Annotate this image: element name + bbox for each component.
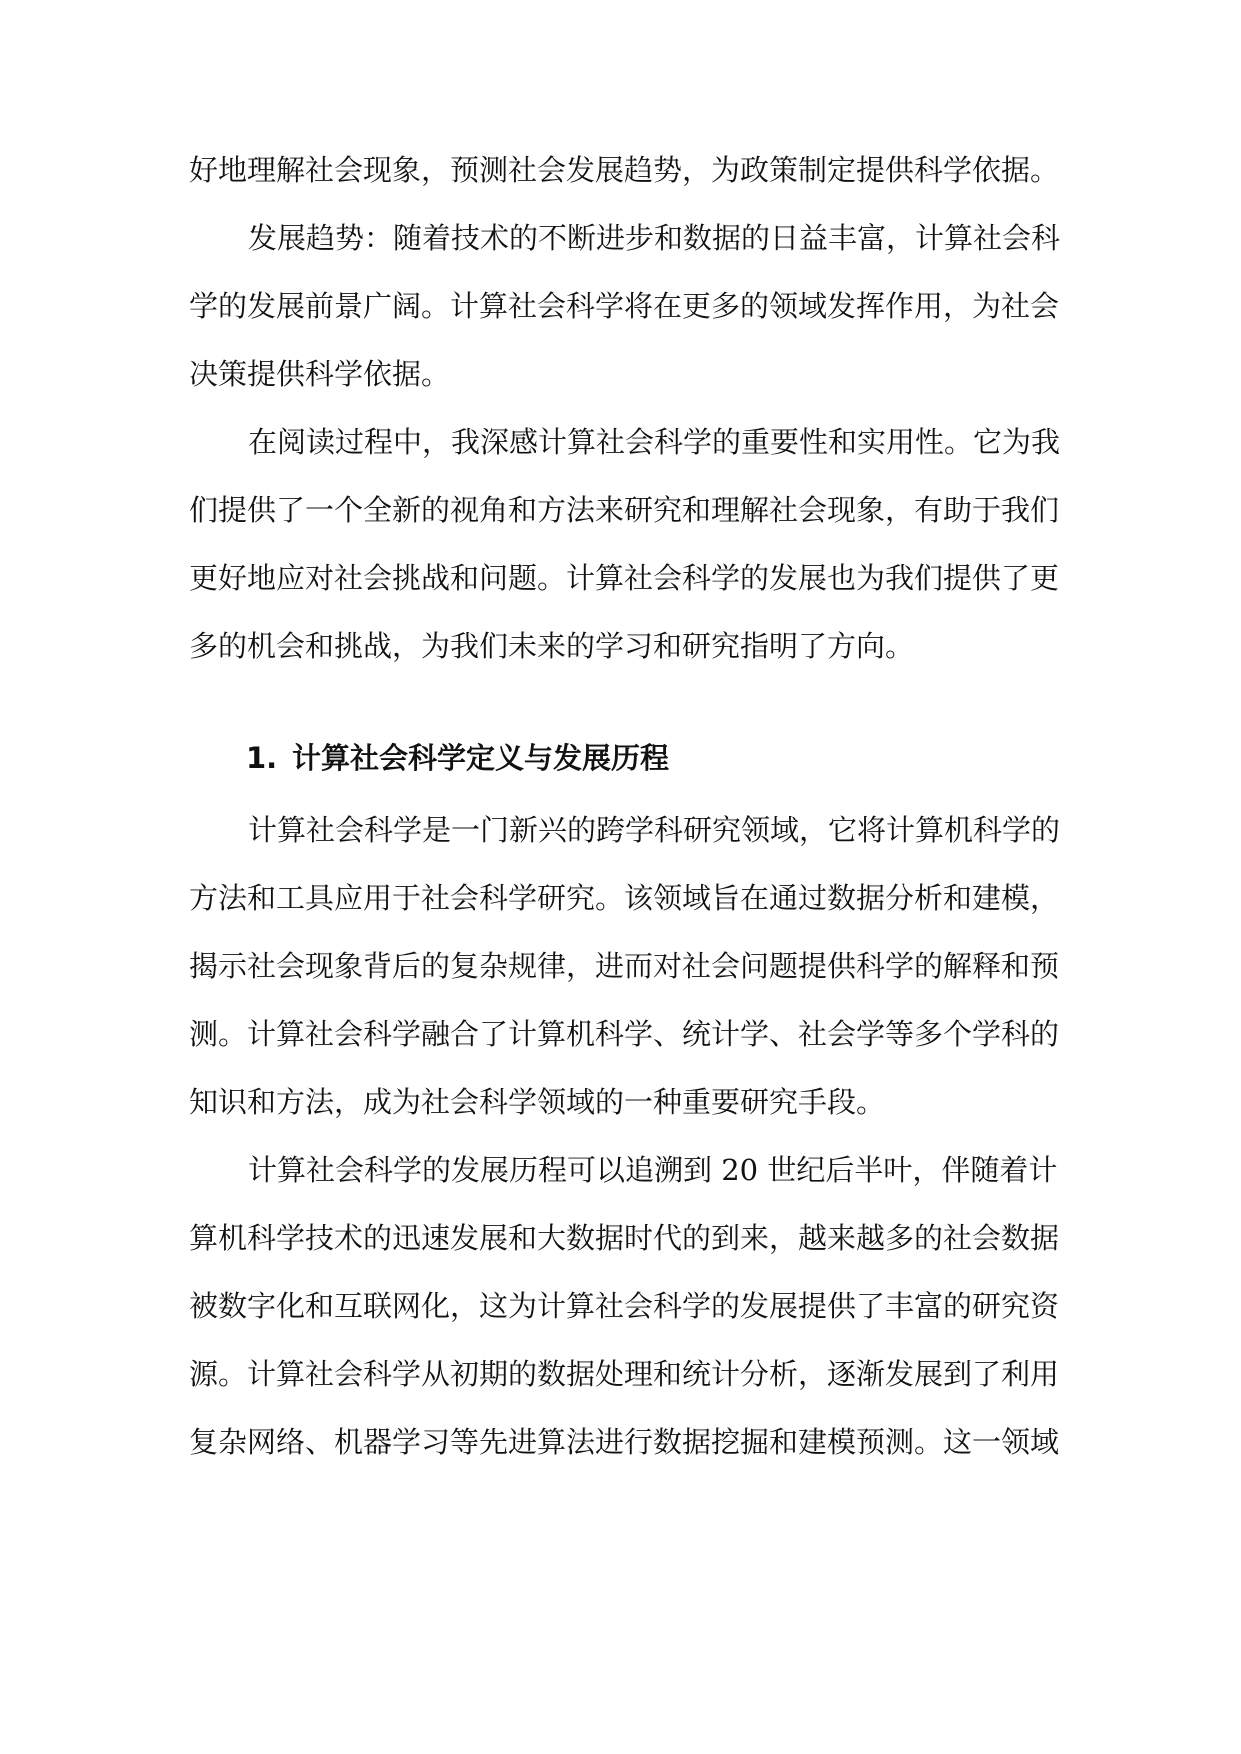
paragraph-line [0,286,1241,326]
paragraph-text: 发展趋势：随着技术的不断进步和数据的日益丰富，计算社会科 [248,221,1061,255]
paragraph-text: 测。计算社会科学融合了计算机科学、统计学、社会学等多个学科的 [189,1017,1060,1051]
paragraph-text: 源。计算社会科学从初期的数据处理和统计分析，逐渐发展到了利用 [189,1357,1060,1391]
paragraph-line [0,1150,1241,1190]
heading-number: 1. [246,741,278,775]
paragraph-line [0,1286,1241,1326]
paragraph-line [0,422,1241,462]
paragraph-line [0,1422,1241,1462]
paragraph-text: 决策提供科学依据。 [189,357,451,391]
paragraph-text: 多的机会和挑战，为我们未来的学习和研究指明了方向。 [189,629,915,663]
paragraph-line [0,1354,1241,1394]
paragraph-line [0,490,1241,530]
paragraph-text: 揭示社会现象背后的复杂规律，进而对社会问题提供科学的解释和预 [189,949,1060,983]
paragraph-text: 复杂网络、机器学习等先进算法进行数据挖掘和建模预测。这一领域 [189,1425,1060,1459]
paragraph-line [0,946,1241,986]
paragraph-line [0,626,1241,666]
paragraph-line [0,810,1241,850]
paragraph-line [0,1082,1241,1122]
paragraph-line [0,558,1241,598]
paragraph-text: 计算社会科学是一门新兴的跨学科研究领域，它将计算机科学的 [248,813,1061,847]
paragraph-text: 被数字化和互联网化，这为计算社会科学的发展提供了丰富的研究资 [189,1289,1060,1323]
paragraph-text: 方法和工具应用于社会科学研究。该领域旨在通过数据分析和建模， [189,881,1060,915]
paragraph-text: 知识和方法，成为社会科学领域的一种重要研究手段。 [189,1085,886,1119]
paragraph-line [0,150,1241,190]
paragraph-text: 好地理解社会现象，预测社会发展趋势，为政策制定提供科学依据。 [189,153,1060,187]
paragraph-text: 在阅读过程中，我深感计算社会科学的重要性和实用性。它为我 [248,425,1061,459]
paragraph-text: 算机科学技术的迅速发展和大数据时代的到来，越来越多的社会数据 [189,1221,1060,1255]
paragraph-line [0,1014,1241,1054]
paragraph-text: 们提供了一个全新的视角和方法来研究和理解社会现象，有助于我们 [189,493,1060,527]
paragraph-text: 学的发展前景广阔。计算社会科学将在更多的领域发挥作用，为社会 [189,289,1060,323]
paragraph-line [0,878,1241,918]
paragraph-line [0,354,1241,394]
paragraph-line [0,1218,1241,1258]
paragraph-text: 计算社会科学的发展历程可以追溯到 20 世纪后半叶，伴随着计 [248,1153,1058,1187]
paragraph-line [0,218,1241,258]
paragraph-text: 更好地应对社会挑战和问题。计算社会科学的发展也为我们提供了更 [189,561,1060,595]
heading-title: 计算社会科学定义与发展历程 [292,741,670,775]
section-heading [0,737,1241,779]
